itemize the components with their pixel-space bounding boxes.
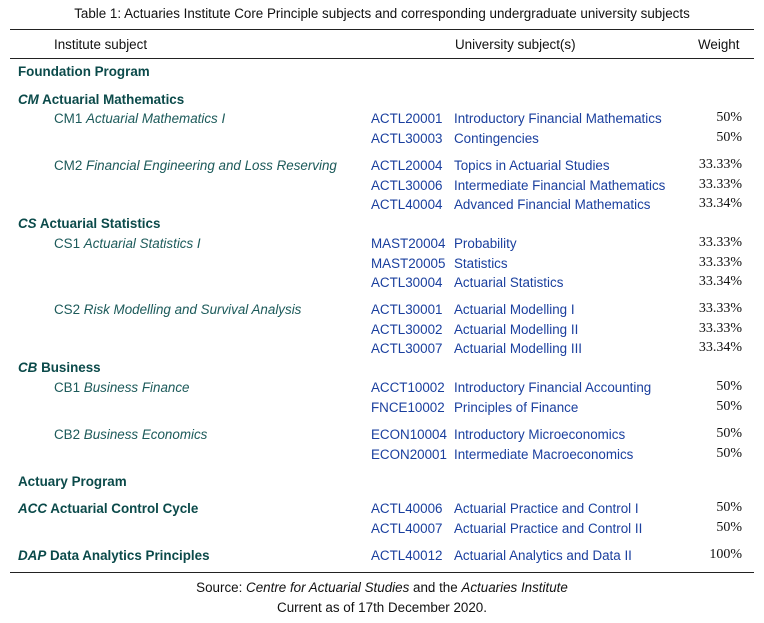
group-cm — [18, 92, 184, 108]
row-code: ACTL40006 — [371, 501, 443, 516]
row-name: Actuarial Modelling I — [454, 302, 575, 317]
subject-cm1 — [54, 111, 225, 127]
group-code: CS — [18, 216, 37, 231]
subject-name: Risk Modelling and Survival Analysis — [83, 302, 302, 317]
row-name: Contingencies — [454, 131, 539, 146]
row-name: Actuarial Modelling III — [454, 341, 583, 356]
source-centre: Centre for Actuarial Studies — [246, 580, 410, 595]
row-code: ACTL30007 — [371, 341, 443, 356]
subject-code: CS2 — [54, 302, 81, 317]
row-code: MAST20005 — [371, 256, 446, 271]
subject-code: CS1 — [54, 236, 81, 251]
row-code: ACCT10002 — [371, 380, 445, 395]
header-university-subjects: University subject(s) — [455, 37, 576, 52]
subject-cm2 — [54, 158, 337, 174]
row-weight: 33.33% — [698, 255, 742, 270]
table-caption: Table 1: Actuaries Institute Core Principle subjects and corresponding undergraduate university subjects — [74, 6, 690, 21]
group-cb — [18, 360, 101, 376]
row-name: Principles of Finance — [454, 400, 579, 415]
row-code: ACTL30002 — [371, 322, 443, 337]
subject-cb1 — [54, 380, 190, 396]
top-rule — [10, 29, 754, 30]
row-name: Probability — [454, 236, 517, 251]
row-name: Introductory Microeconomics — [454, 427, 626, 442]
row-name: Statistics — [454, 256, 508, 271]
row-code: ACTL20001 — [371, 111, 443, 126]
subject-code: CM1 — [54, 111, 83, 126]
source-mid: and the — [409, 580, 462, 595]
row-code: FNCE10002 — [371, 400, 445, 415]
row-weight: 50% — [716, 446, 742, 461]
group-dap — [18, 548, 210, 564]
group-code: CB — [18, 360, 38, 375]
row-code: ECON10004 — [371, 427, 447, 442]
row-name: Actuarial Analytics and Data II — [454, 548, 632, 563]
subject-name: Actuarial Statistics I — [83, 236, 201, 251]
row-weight: 50% — [716, 379, 742, 394]
section-foundation-program: Foundation Program — [18, 64, 150, 79]
row-code: ACTL30004 — [371, 275, 443, 290]
row-weight: 50% — [716, 426, 742, 441]
row-weight: 50% — [716, 500, 742, 515]
header-weight: Weight — [698, 37, 740, 52]
row-name: Intermediate Financial Mathematics — [454, 178, 666, 193]
row-name: Actuarial Statistics — [454, 275, 564, 290]
row-name: Introductory Financial Accounting — [454, 380, 652, 395]
group-name: Business — [41, 360, 101, 375]
subject-name: Financial Engineering and Loss Reserving — [86, 158, 337, 173]
row-code: ECON20001 — [371, 447, 447, 462]
row-weight: 33.33% — [698, 177, 742, 192]
subject-cb2 — [54, 427, 207, 443]
subject-name: Actuarial Mathematics I — [86, 111, 226, 126]
row-name: Advanced Financial Mathematics — [454, 197, 651, 212]
row-weight: 50% — [716, 399, 742, 414]
row-weight: 33.34% — [698, 340, 742, 355]
row-name: Actuarial Practice and Control I — [454, 501, 639, 516]
row-weight: 33.34% — [698, 274, 742, 289]
row-code: ACTL30001 — [371, 302, 443, 317]
row-code: ACTL40004 — [371, 197, 443, 212]
row-weight: 33.34% — [698, 196, 742, 211]
row-weight: 50% — [716, 130, 742, 145]
group-name: Actuarial Control Cycle — [50, 501, 199, 516]
group-name: Actuarial Statistics — [39, 216, 161, 231]
group-name: Data Analytics Principles — [50, 548, 210, 563]
row-code: ACTL40007 — [371, 521, 443, 536]
row-name: Introductory Financial Mathematics — [454, 111, 662, 126]
row-weight: 33.33% — [698, 157, 742, 172]
row-weight: 100% — [709, 547, 742, 562]
row-code: ACTL20004 — [371, 158, 443, 173]
subject-code: CB1 — [54, 380, 81, 395]
subject-cs2 — [54, 302, 301, 318]
subject-code: CM2 — [54, 158, 83, 173]
row-weight: 33.33% — [698, 321, 742, 336]
row-name: Actuarial Practice and Control II — [454, 521, 643, 536]
row-weight: 50% — [716, 110, 742, 125]
group-acc — [18, 501, 198, 517]
group-name: Actuarial Mathematics — [42, 92, 185, 107]
row-code: ACTL30003 — [371, 131, 443, 146]
source-line — [0, 580, 764, 595]
row-code: MAST20004 — [371, 236, 446, 251]
row-code: ACTL40012 — [371, 548, 443, 563]
row-name: Actuarial Modelling II — [454, 322, 579, 337]
header-rule — [10, 58, 754, 59]
subject-name: Business Economics — [83, 427, 208, 442]
subject-code: CB2 — [54, 427, 81, 442]
group-code: ACC — [18, 501, 48, 516]
group-code: DAP — [18, 548, 47, 563]
row-weight: 33.33% — [698, 301, 742, 316]
subject-name: Business Finance — [83, 380, 190, 395]
group-cs — [18, 216, 160, 232]
source-prefix: Source: — [196, 580, 247, 595]
source-institute: Actuaries Institute — [461, 580, 568, 595]
group-code: CM — [18, 92, 39, 107]
section-actuary-program: Actuary Program — [18, 474, 127, 489]
bottom-rule — [10, 572, 754, 573]
row-name: Topics in Actuarial Studies — [454, 158, 610, 173]
subject-cs1 — [54, 236, 201, 252]
header-institute-subject: Institute subject — [54, 37, 148, 52]
row-name: Intermediate Macroeconomics — [454, 447, 634, 462]
row-weight: 50% — [716, 520, 742, 535]
row-code: ACTL30006 — [371, 178, 443, 193]
current-as-of: Current as of 17th December 2020. — [277, 600, 487, 615]
row-weight: 33.33% — [698, 235, 742, 250]
